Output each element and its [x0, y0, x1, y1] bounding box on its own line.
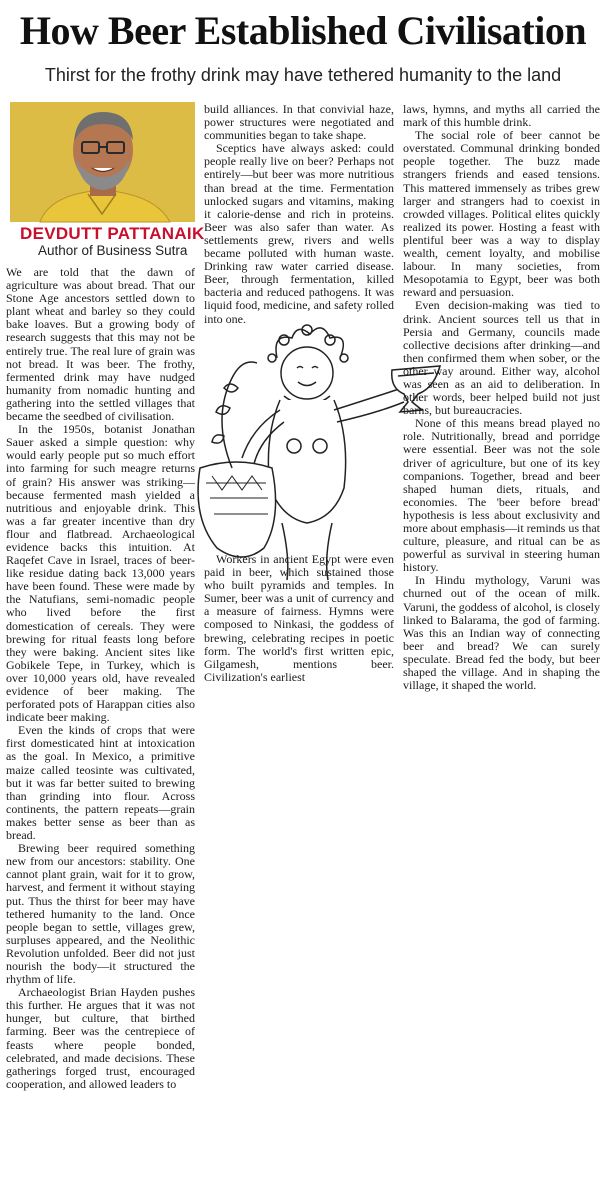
author-title: Author of Business Sutra: [38, 243, 188, 258]
paragraph: Even the kinds of crops that were first domesticated hint at intoxication as the goal. In Mexico, a primitive maize called teosinte was cultivated, but it was far better suited to brewing than grinding into flour. Across continents, the pattern repeats—grain makes better sense as beer than as bread.: [6, 723, 195, 843]
article-column-3: [403, 103, 600, 692]
paragraph: In Hindu mythology, Varuni was churned out of the ocean of milk. Varuni, the goddess of alcohol, is closely linked to Balarama, the god of farming. Was this an Indian way of connecting beer and bread? We can surely speculate. Bread fed the body, but beer shaped the village. And in shaping the village, it shaped the world.: [403, 573, 600, 693]
paragraph: Archaeologist Brian Hayden pushes this further. He argues that it was not hunger, but culture, that birthed farming. Beer was the centrepiece of feasts where people bonded, celebrated, and made decisions. These gatherings forged trust, encouraged cooperation, and allowed leaders to: [6, 985, 195, 1091]
article-column-2-continued: [204, 553, 394, 684]
author-portrait: [10, 102, 195, 222]
portrait-icon: [10, 102, 195, 222]
paragraph: The social role of beer cannot be overstated. Communal drinking bonded people together. The buzz made strangers friends and eased tensions. This mattered immensely as tribes grew larger and strangers had to coexist in crowded villages. Political elites quickly realized its power. Hosting a feast with plentiful beer was a way to display wealth, cement loyalty, and mobilise labour. In many societies, from Mesopotamia to Egypt, beer was both reward and persuasion.: [403, 128, 600, 300]
paragraph: build alliances. In that convivial haze, power structures were negotiated and communities began to take shape.: [204, 102, 394, 143]
paragraph: None of this means bread played no role. Nutritionally, bread and porridge were essential. Beer was not the sole driver of agriculture, but one of its key companions. Together, bread and beer shaped human diets, rituals, and economies. The 'beer before bread' hypothesis is less about exclusivity and more about emphasis—it reminds us that culture, pleasure, and ritual can be as powerful as survival in steering human history.: [403, 416, 600, 575]
paragraph: Brewing beer required something new from our ancestors: stability. One cannot plant grain, wait for it to grow, harvest, and ferment it without staying put. Thus the thirst for beer may have tethered humanity to the land. Once people began to settle, villages grew, surpluses appeared, and the Neolithic Revolution unfolded. Beer did not just nourish the body—it structured the rhythm of life.: [6, 841, 195, 987]
paragraph: In the 1950s, botanist Jonathan Sauer asked a simple question: why would early people put so much effort into farming for such meagre returns of grain? His answer was striking—because fermented mash yielded a nutritious and enjoyable drink. This was a far greater incentive than dry flour and flatbread. Archaeological evidence backs this intuition. At Raqefet Cave in Israel, traces of beer-like residue dating back 13,000 years have been found. These were made by the Natufians, semi-nomadic people who lived before the first domestication of cereals. They were brewing for ritual feasts long before they were baking. Ancient sites like Gobikele Tepe, in Turkey, which is over 10,000 years old, have revealed evidence of beer making. The perforated pots of Harappan cities also indicate beer making.: [6, 422, 195, 725]
paragraph: Sceptics have always asked: could people really live on beer? Perhaps not entirely—but beer was more nutritious than bread at the time. Fermentation unlocked sugars and vitamins, making it calorie-dense and rich in proteins. Beer was also safer than water. As settlements grew, rivers and wells became polluted with human waste. Drinking raw water carried disease. Beer, through fermentation, killed bacteria and reduced pathogens. It was liquid food, medicine, and safety rolled into one.: [204, 141, 394, 326]
article-column-2: [204, 102, 394, 326]
deck-subheadline: Thirst for the frothy drink may have tethered humanity to the land: [44, 65, 562, 85]
article-column-1: [6, 266, 195, 1091]
paragraph: laws, hymns, and myths all carried the mark of this humble drink.: [403, 102, 600, 130]
paragraph: Workers in ancient Egypt were even paid in beer, which sustained those who built pyramids and temples. In Sumer, beer was a unit of currency and a measure of fairness. Hymns were composed to Ninkasi, the goddess of brewing, celebrating recipes in poetic form. The world's first written epic, Gilgamesh, mentions beer. Civilization's earliest: [204, 552, 394, 684]
paragraph: Even decision-making was tied to drink. Ancient sources tell us that in Persia and Germany, councils made collective decisions after drinking—and then confirmed them when sober, or the other way around. Either way, alcohol was seen as an aid to deliberation. In other words, beer helped build not just barns, but bureaucracies.: [403, 298, 600, 418]
headline: How Beer Established Civilisation: [19, 8, 587, 53]
author-name: DEVDUTT PATTANAIK: [20, 224, 205, 243]
paragraph: We are told that the dawn of agriculture was about bread. That our Stone Age ancestors settled down to plant wheat and barley so they could bake loaves. But a growing body of research suggests that this may not be entirely true. The real lure of grain was not bread. It was beer. The frothy, fermented drink may have nudged humanity from nomadic hunting and gathering into the settled villages that became the seedbed of civilisation.: [6, 265, 195, 424]
